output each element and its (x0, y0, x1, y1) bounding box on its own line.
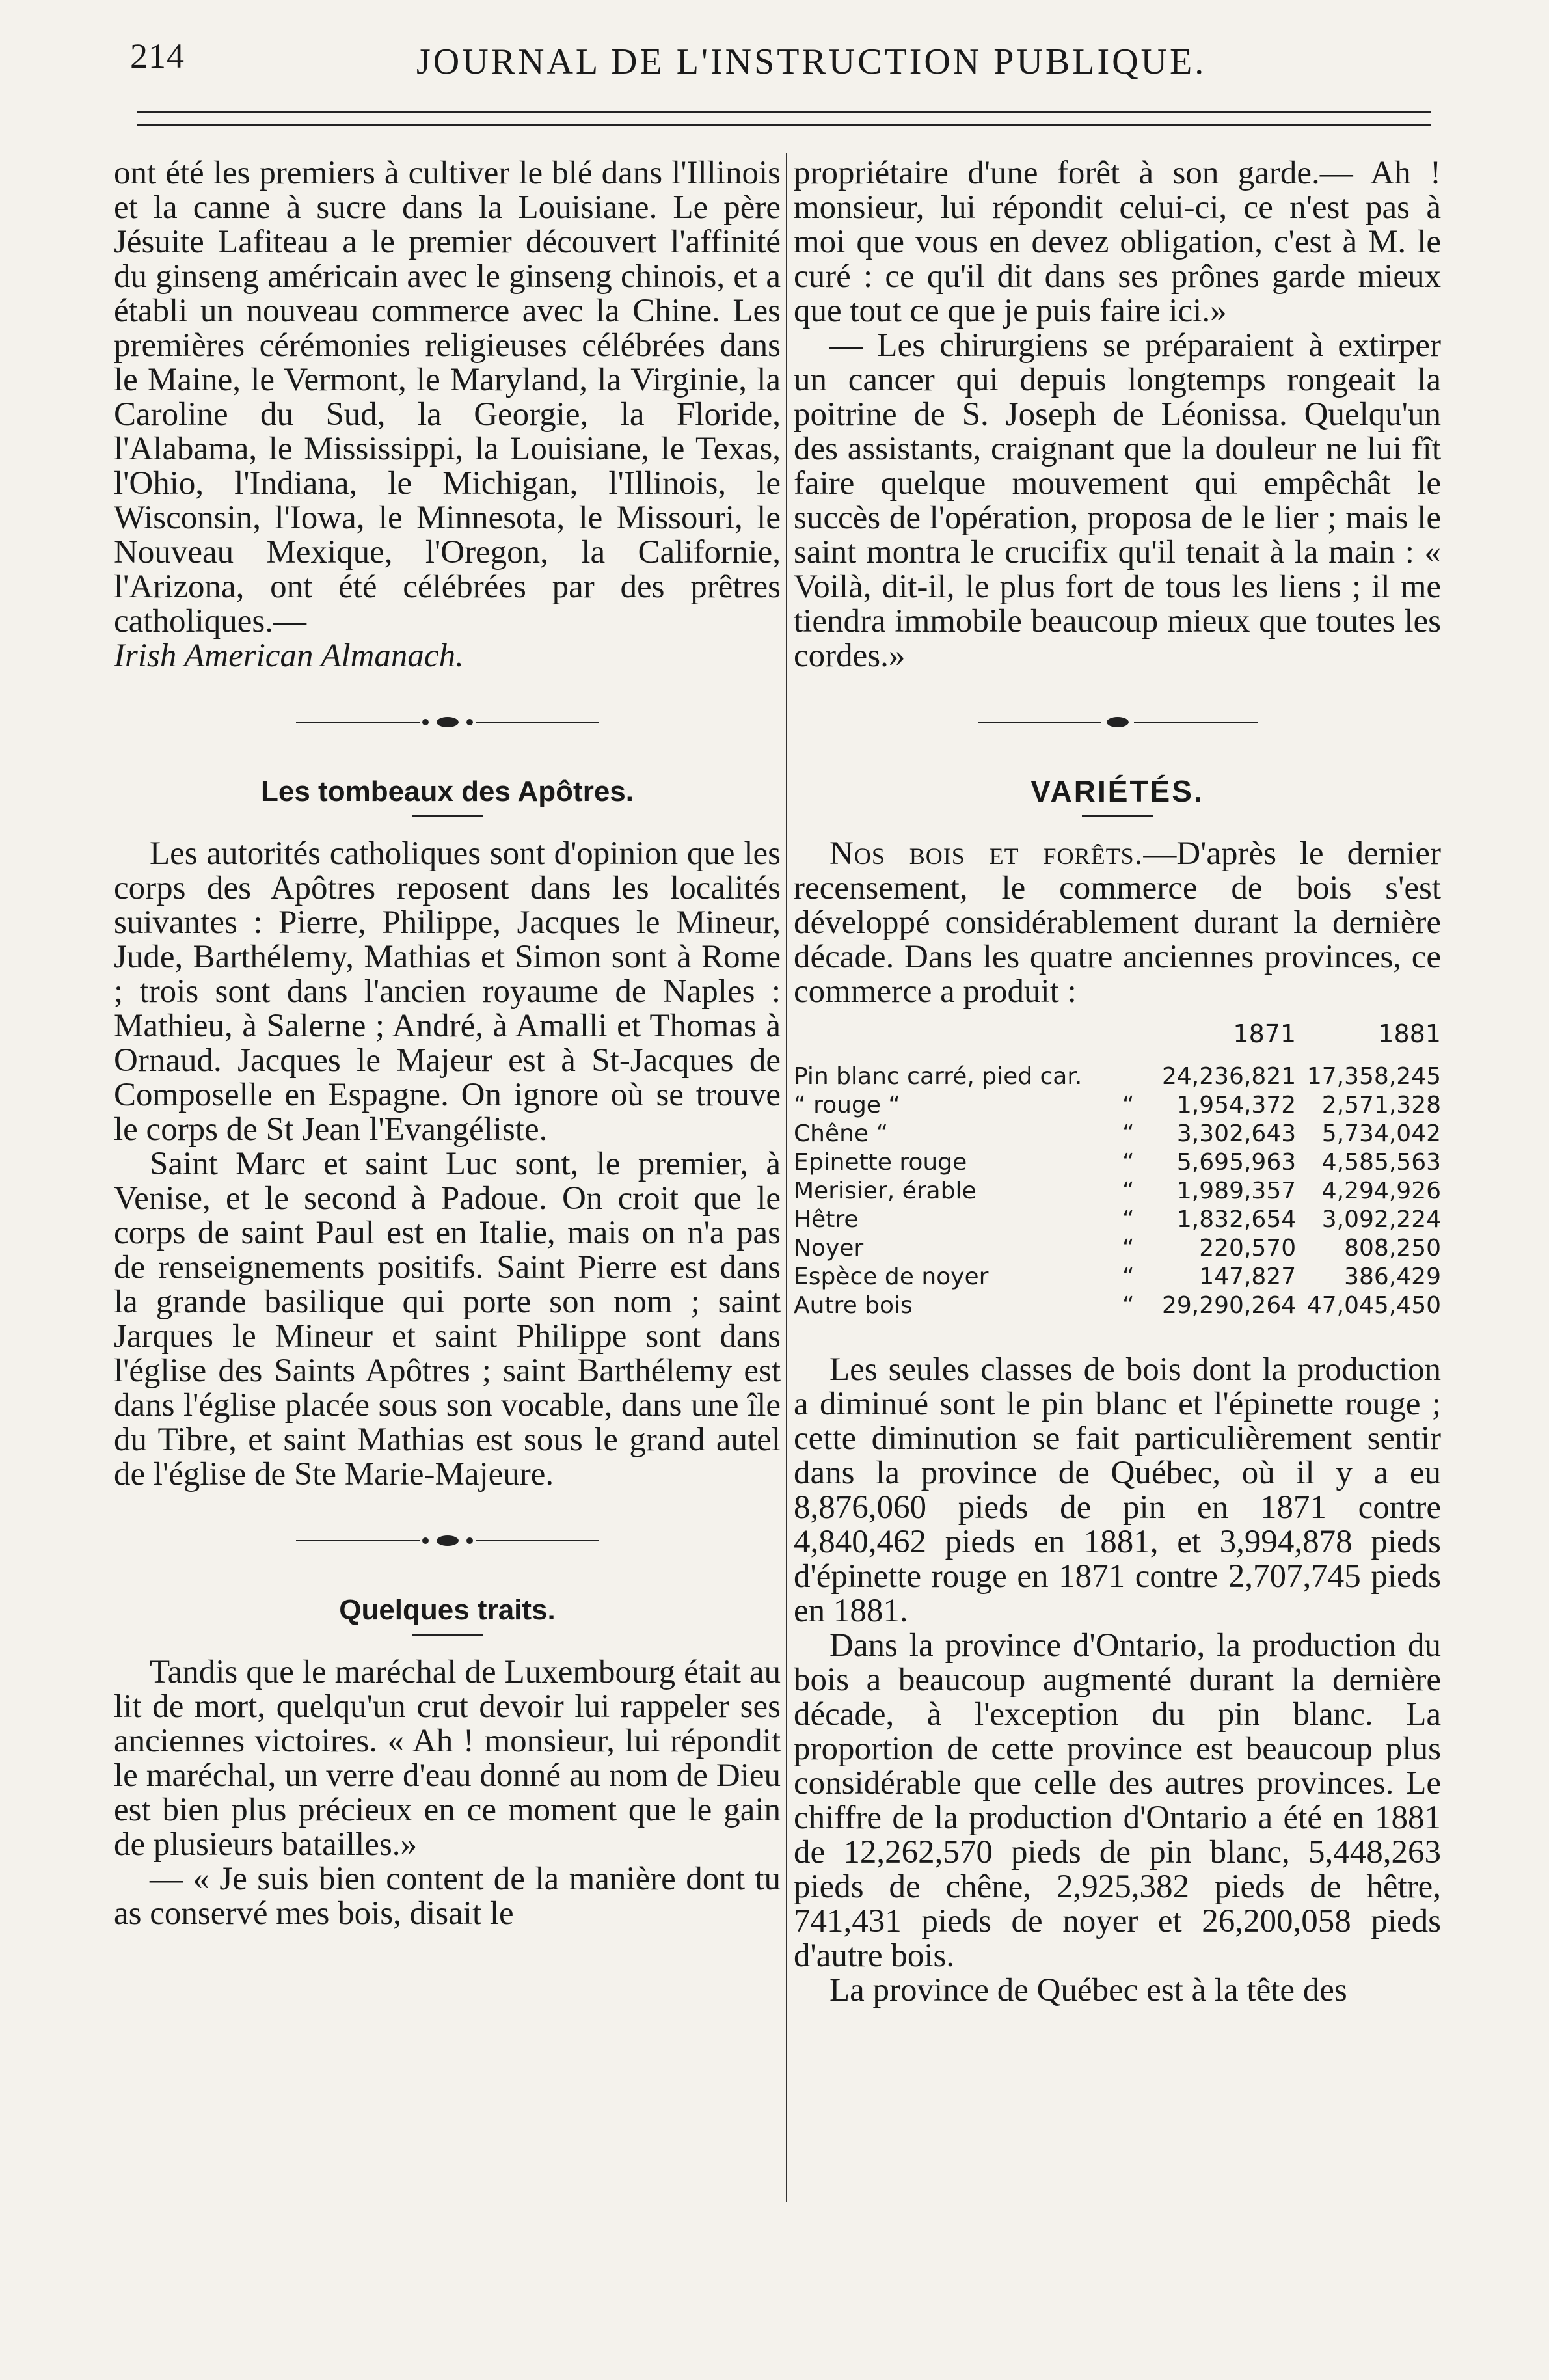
table-cell-ditto: “ (1122, 1206, 1135, 1233)
varietes-paragraph-1 (794, 837, 1441, 1009)
table-cell-ditto: “ (1122, 1178, 1135, 1204)
left-paragraph-1 (114, 156, 781, 673)
ornament-dot (466, 1537, 473, 1544)
table-cell-name: Pin blanc carré, pied car. (794, 1063, 1083, 1090)
section-title-tombeaux: Les tombeaux des Apôtres. (261, 776, 634, 807)
table-cell-name: Noyer (794, 1235, 864, 1262)
short-rule (412, 1634, 483, 1636)
table-cell-ditto: “ (1122, 1149, 1135, 1176)
table-cell-1881: 5,734,042 (1321, 1120, 1441, 1147)
table-cell-1871: 29,290,264 (1162, 1292, 1297, 1319)
table-cell-name: Merisier, érable (794, 1178, 977, 1204)
left-column (114, 156, 781, 2219)
ornament-diamond-icon (437, 717, 459, 727)
table-row (794, 1177, 1441, 1206)
table-cell-ditto: “ (1122, 1292, 1135, 1319)
varietes-paragraph-3: Dans la province d'Ontario, la production du bois a beaucoup augmenté durant la dernière décade, à l'exception du pin blanc. La proportion de cette province est beaucoup plus considérable que celle des autres provinces. Le chiffre de la production d'Ontario a été en 1881 de 12,262,570 pieds de pin blanc, 5,448,263 pieds de chêne, 2,925,382 pieds de hêtre, 741,431 pieds de noyer et 26,200,058 pieds d'autre bois. (794, 1627, 1441, 1974)
right-paragraph-1: propriétaire d'une forêt à son garde.— Ah ! monsieur, lui répondit celui-ci, ce n'est pas à moi que vous en devez obligation, c'est à M. le curé : ce qu'il dit dans ses prônes garde mieux que tout ce que je puis faire ici.» (794, 156, 1441, 329)
table-cell-name: Chêne “ (794, 1120, 889, 1147)
varietes-paragraph-1-text: —D'après le dernier recensement, le commerce de bois s'est développé considérablement durant la dernière décade. Dans les quatre anciennes provinces, ce commerce a produit : (794, 835, 1441, 1010)
table-cell-name: Autre bois (794, 1292, 913, 1319)
table-cell-1881: 47,045,450 (1306, 1292, 1441, 1319)
timber-production-table (794, 1016, 1441, 1320)
table-cell-1881: 2,571,328 (1321, 1092, 1441, 1118)
ornament-line (978, 722, 1101, 723)
ornament-dot (466, 719, 473, 725)
varietes-lead: Nos bois et forêts. (829, 835, 1144, 872)
short-rule (412, 815, 483, 817)
source-citation: Irish American Almanach. (114, 638, 464, 674)
table-cell-1881: 4,585,563 (1321, 1149, 1441, 1176)
varietes-paragraph-4: La province de Québec est à la tête des (829, 1972, 1347, 2008)
table-cell-1871: 220,570 (1199, 1235, 1297, 1262)
table-cell-ditto: “ (1122, 1235, 1135, 1262)
tombeaux-paragraph-2: Saint Marc et saint Luc sont, le premier, à Venise, et le second à Padoue. On croit que le corps de saint Paul est en Italie, mais on n'a pas de renseignements positifs. Saint Pierre est dans la grande basilique qui porte son nom ; saint Jarques le Mineur et saint Philippe sont dans l'église des Saints Apôtres ; saint Barthélemy est dans l'église placée sous son vocable, dans une île du Tibre, et saint Mathias est sous le grand autel de l'église de Ste Marie-Majeure. (114, 1146, 781, 1493)
table-header-1871: 1871 (1233, 1020, 1297, 1048)
right-column (794, 156, 1441, 2219)
ornament-dot (422, 1537, 429, 1544)
table-row (794, 1148, 1441, 1177)
tombeaux-paragraph-1: Les autorités catholiques sont d'opinion que les corps des Apôtres reposent dans les localités suivantes : Pierre, Philippe, Jacques le Mineur, Jude, Barthélemy, Mathias et Simon sont à Rome ; trois sont dans l'ancien royaume de Naples : Mathieu, à Salerne ; André, à Amalli et Thomas à Ornaud. Jacques le Majeur est à St-Jacques de Composelle en Espagne. On ignore où se trouve le corps de St Jean l'Evangéliste. (114, 835, 781, 1148)
table-row (794, 1291, 1441, 1320)
page-header (0, 36, 1549, 94)
left-paragraph-1-text: ont été les premiers à cultiver le blé dans l'Illinois et la canne à sucre dans la Louisiane. Le père Jésuite Lafiteau a le premier découvert l'affinité du ginseng américain avec le ginseng chinois, et a établi un nouveau commerce avec la Chine. Les premières cérémonies religieuses célébrées dans le Maine, le Vermont, le Maryland, la Virginie, la Caroline du Sud, la Georgie, la Floride, l'Alabama, le Mississippi, la Louisiane, le Texas, l'Ohio, l'Indiana, le Michigan, l'Illinois, le Wisconsin, l'Iowa, le Minnesota, le Missouri, le Nouveau Mexique, l'Oregon, la Californie, l'Arizona, ont été célébrées par des prêtres catholiques.— (114, 156, 781, 640)
table-body (794, 1062, 1441, 1320)
ornament-line (296, 722, 420, 723)
table-cell-1881: 4,294,926 (1321, 1178, 1441, 1204)
ornament-line (1134, 722, 1258, 723)
table-cell-ditto: “ (1122, 1120, 1135, 1147)
ornament-diamond-icon (1107, 717, 1129, 727)
table-row (794, 1234, 1441, 1263)
table-header-blank (1105, 1016, 1151, 1062)
page-number: 214 (130, 36, 185, 75)
table-cell-1871: 3,302,643 (1176, 1120, 1297, 1147)
section-title-varietes: VARIÉTÉS. (1030, 774, 1204, 808)
table-cell-1871: 5,695,963 (1176, 1149, 1297, 1176)
table-cell-1871: 1,954,372 (1176, 1092, 1297, 1118)
table-cell-name: Espèce de noyer (794, 1264, 989, 1290)
table-cell-ditto: “ (1122, 1264, 1135, 1290)
section-ornament (114, 1518, 781, 1563)
table-cell-name: Hêtre (794, 1206, 859, 1233)
table-header-blank (794, 1016, 1105, 1062)
table-row (794, 1062, 1441, 1091)
table-cell-1881: 808,250 (1344, 1235, 1441, 1262)
table-cell-1871: 147,827 (1199, 1264, 1297, 1290)
table-cell-1881: 17,358,245 (1306, 1063, 1441, 1090)
header-double-rule (137, 111, 1431, 126)
running-title: JOURNAL DE L'INSTRUCTION PUBLIQUE. (416, 42, 1207, 82)
section-ornament (114, 699, 781, 745)
ornament-dot (422, 719, 429, 725)
section-title-traits: Quelques traits. (339, 1594, 556, 1626)
short-rule (1082, 815, 1153, 817)
table-cell-name: Epinette rouge (794, 1149, 967, 1176)
table-cell-1871: 1,832,654 (1176, 1206, 1297, 1233)
ornament-line (476, 722, 599, 723)
table-cell-1871: 24,236,821 (1162, 1063, 1297, 1090)
column-separator (786, 153, 787, 2202)
table-header-row (794, 1016, 1441, 1062)
table-row (794, 1091, 1441, 1120)
table-cell-ditto (1105, 1062, 1151, 1091)
table-row (794, 1206, 1441, 1234)
ornament-line (476, 1540, 599, 1541)
traits-paragraph-1: Tandis que le maréchal de Luxembourg était au lit de mort, quelqu'un crut devoir lui rappeler ses anciennes victoires. « Ah ! monsieur, lui répondit le maréchal, un verre d'eau donné au nom de Dieu est bien plus précieux en ce moment que le gain de plusieurs batailles.» (114, 1654, 781, 1863)
traits-paragraph-2: — « Je suis bien content de la manière dont tu as conservé mes bois, disait le (114, 1861, 781, 1932)
table-row (794, 1120, 1441, 1148)
table-cell-1871: 1,989,357 (1176, 1178, 1297, 1204)
right-paragraph-2: — Les chirurgiens se préparaient à extirper un cancer qui depuis longtemps rongeait la poitrine de S. Joseph de Léonissa. Quelqu'un des assistants, craignant que la douleur ne lui fît faire quelque mouvement qui empêchât le succès de l'opération, proposa de le lier ; mais le saint montra le crucifix qu'il tenait à la main : « Voilà, dit-il, le plus fort de tous les liens ; il me tiendra immobile beaucoup mieux que toutes les cordes.» (794, 327, 1441, 674)
table-cell-1881: 386,429 (1344, 1264, 1441, 1290)
section-ornament (794, 699, 1441, 745)
table-row (794, 1263, 1441, 1291)
ornament-line (296, 1540, 420, 1541)
table-cell-ditto: “ (1122, 1092, 1135, 1118)
varietes-paragraph-2: Les seules classes de bois dont la production a diminué sont le pin blanc et l'épinette rouge ; cette diminution se fait particulièrement sentir dans la province de Québec, où il y a eu 8,876,060 pieds de pin en 1871 contre 4,840,462 pieds en 1881, et 3,994,878 pieds d'épinette rouge en 1871 contre 2,707,745 pieds en 1881. (794, 1351, 1441, 1629)
table-header-1881: 1881 (1378, 1020, 1441, 1048)
table-cell-1881: 3,092,224 (1321, 1206, 1441, 1233)
ornament-diamond-icon (437, 1535, 459, 1546)
table-cell-name: “ rouge “ (794, 1092, 901, 1118)
